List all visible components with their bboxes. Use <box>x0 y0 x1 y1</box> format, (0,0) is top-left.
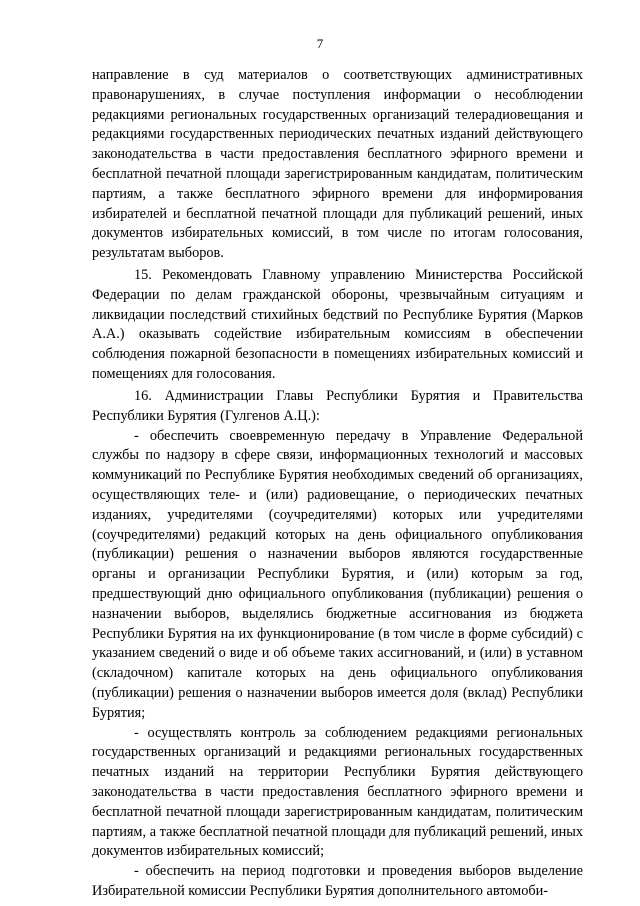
paragraph-15 <box>92 266 583 385</box>
paragraph-16-intro: 16. Администрации Главы Республики Бурятия и Правительства Республики Бурятия (Гулгенов А.Ц.): <box>92 388 583 424</box>
bullet-item: - обеспечить на период подготовки и проведения выборов выделение Избирательной комиссии Республики Бурятия дополнительного автомоби- <box>92 863 583 899</box>
page-number: 7 <box>316 36 324 51</box>
paragraph-text: направление в суд материалов о соответствующих административных правонарушениях, в случае поступления информации о несоблюдении редакциями региональных государственных организаций телерадиовещания и редакциями государственных периодических печатных изданий действующего законодательства в части предоставления бесплатного эфирного времени и бесплатной печатной площади зарегистрированным кандидатам, политическим партиям, а также бесплатного эфирного времени для информирования избирателей и бесплатной печатной площади для публикаций решений, иных документов избирательных комиссий, в том числе по итогам голосования, результатам выборов. <box>92 67 583 262</box>
paragraph-text: 15. Рекомендовать Главному управлению Министерства Российской Федерации по делам гражданской обороны, чрезвычайным ситуациям и ликвидации последствий стихийных бедствий по Республике Бурятия (Марков А.А.) оказывать содействие избирательным комиссиям в обеспечении соблюдения пожарной безопасности в помещениях избирательных комиссий и помещениях для голосования. <box>92 267 583 382</box>
bullet-item: - осуществлять контроль за соблюдением редакциями региональных государственных организаций и редакциями региональных государственных печатных изданий на территории Республики Бурятия действующего законодательства в части предоставления бесплатного эфирного времени и бесплатной печатной площади зарегистрированным кандидатам, политическим партиям, а также бесплатной печатной площади для публикаций решений, иных документов избирательных комиссий; <box>92 724 583 860</box>
bullet-item: - обеспечить своевременную передачу в Управление Федеральной службы по надзору в сфере связи, информационных технологий и массовых коммуникаций по Республике Бурятия необходимых сведений об организациях, осуществляющих теле- и (или) радиовещание, о периодических печатных изданиях, учредителями (соучредителями) которых или учредителями (соучредителями) редакций которых на день официального опубликования (публикации) решения о назначении выборов являются государственные органы и организации Республики Бурятия, и (или) которым за год, предшествующий дню официального опубликования (публикации) решения о назначении выборов, выделялись бюджетные ассигнования из бюджета Республики Бурятия на их функционирование (в том числе в форме субсидий) с указанием сведений о виде и об объеме таких ассигнований, и (или) в уставном (складочном) капитале которых на день официального опубликования (публикации) решения о назначении выборов имеется доля (вклад) Республики Бурятия; <box>92 427 583 721</box>
paragraph-16 <box>92 387 583 902</box>
paragraph-14-continuation <box>92 66 583 264</box>
